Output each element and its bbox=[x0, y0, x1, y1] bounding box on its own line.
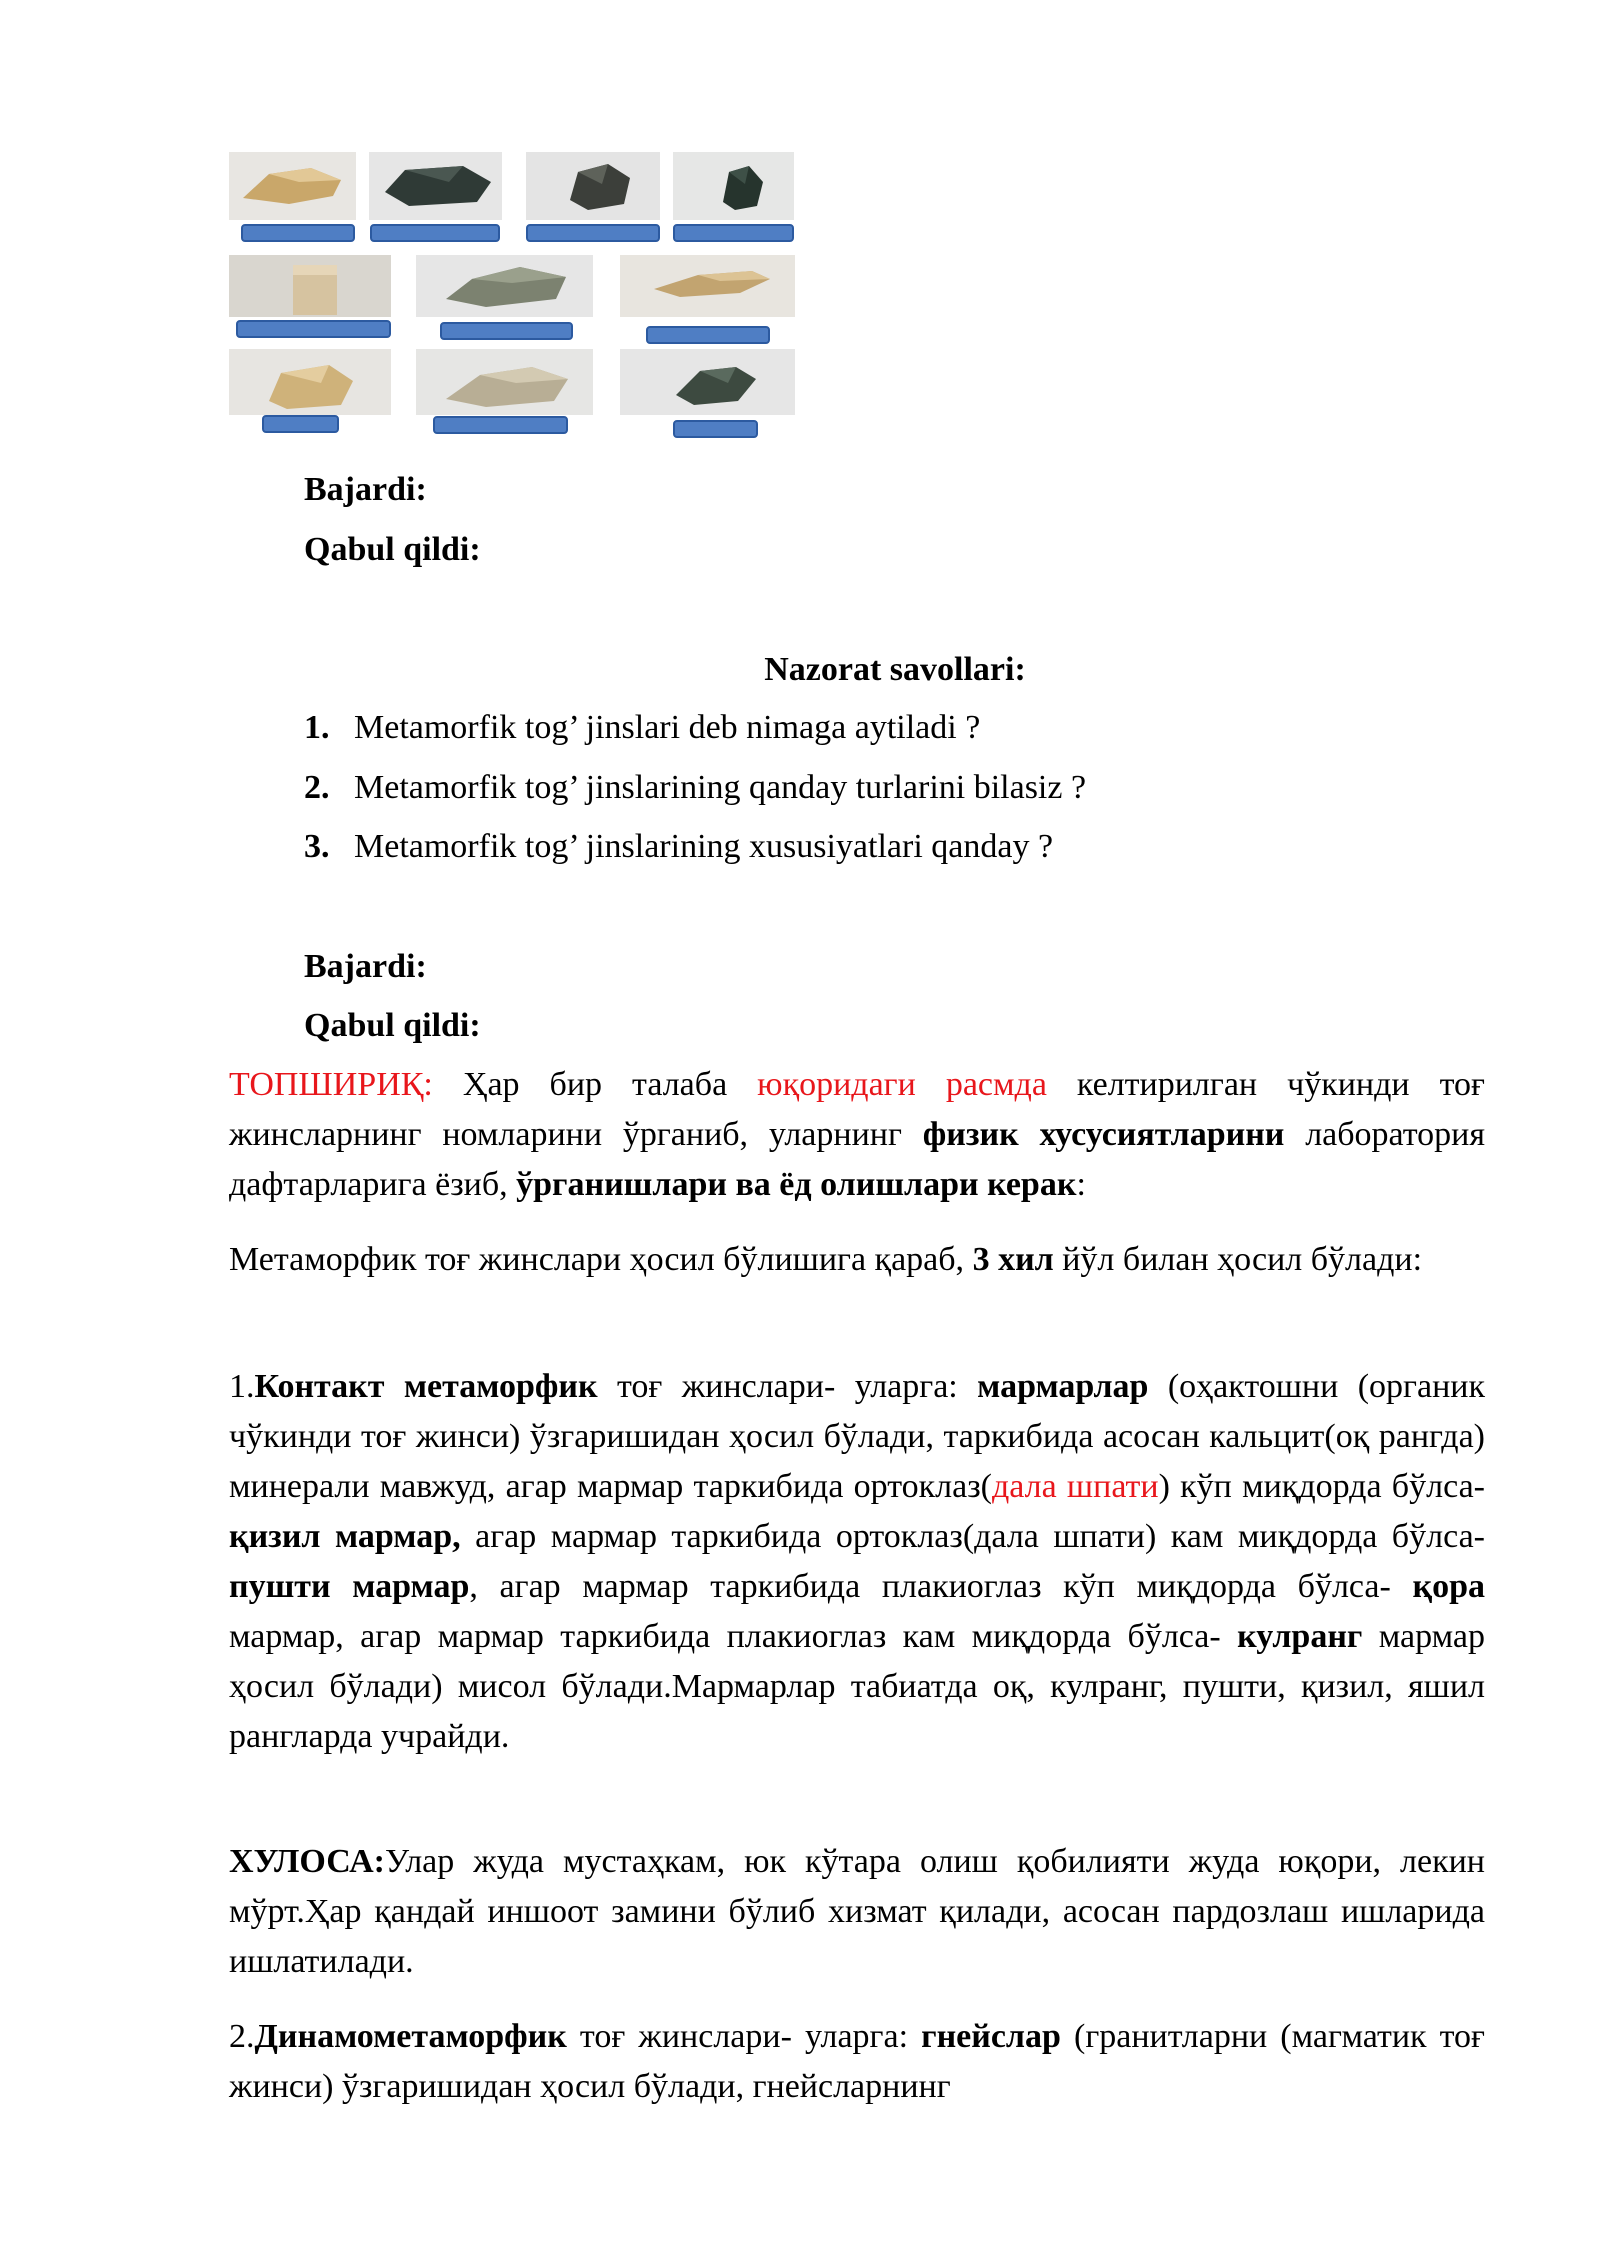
question-number: 1. bbox=[304, 709, 330, 746]
task-paragraph bbox=[229, 1060, 1485, 1210]
contact-bold: Контакт метаморфик bbox=[254, 1368, 598, 1405]
rock-label-box-8 bbox=[262, 415, 339, 433]
rock-label-box-2 bbox=[370, 224, 500, 242]
rock-label-box-5 bbox=[236, 320, 391, 338]
task-text: келтирилган чўкинди тоғ жинсларнинг номларини ўрганиб, уларнинг bbox=[229, 1066, 1485, 1153]
contact-bold: қора bbox=[1412, 1568, 1485, 1605]
intro-bold: 3 хил bbox=[972, 1241, 1054, 1278]
questions-title: Nazorat savollari: bbox=[764, 651, 1026, 688]
rock-label-box-3 bbox=[526, 224, 660, 242]
contact-text: тоғ жинслари- уларга: bbox=[597, 1368, 978, 1405]
contact-bold: пушти мармар bbox=[229, 1568, 470, 1605]
question-item-2 bbox=[304, 768, 1086, 808]
task-bold: ўрганишлари ва ёд олишлари керак bbox=[516, 1166, 1077, 1203]
contact-bold: мармарлар bbox=[977, 1368, 1149, 1405]
question-item-3 bbox=[304, 827, 1053, 867]
rock-photo-5 bbox=[229, 255, 391, 317]
conclusion-paragraph bbox=[229, 1837, 1485, 1987]
task-text: : bbox=[1076, 1166, 1086, 1203]
intro-paragraph bbox=[229, 1235, 1485, 1285]
contact-text: (оҳактошни (органик чўкинди тоғ жинси) ўзгаришидан ҳосил бўлади, таркибида асосан кальцит(оқ рангда) минерали мавжуд, агар мармар таркибида ортоклаз( bbox=[229, 1368, 1486, 1505]
intro-text: Метаморфик тоғ жинслари ҳосил бўлишига қараб, bbox=[229, 1241, 973, 1278]
dynamo-text: тоғ жинслари- уларга: bbox=[566, 2018, 922, 2055]
rock-label-box-10 bbox=[673, 420, 758, 438]
rock-photo-8 bbox=[229, 349, 391, 415]
intro-text: йўл билан ҳосил бўлади: bbox=[1053, 1241, 1423, 1278]
contact-bold: қизил мармар, bbox=[229, 1518, 461, 1555]
contact-text: , агар мармар таркибида плакиоглаз кўп миқдорда бўлса- bbox=[469, 1568, 1413, 1605]
rock-photo-2 bbox=[369, 152, 502, 220]
question-number: 3. bbox=[304, 828, 330, 865]
rock-label-box-6 bbox=[440, 322, 573, 340]
rock-photo-7 bbox=[620, 255, 795, 317]
rock-label-box-1 bbox=[241, 224, 355, 242]
rock-photo-3 bbox=[526, 152, 660, 220]
question-number: 2. bbox=[304, 769, 330, 806]
signature-accepted-2: Qabul qildi: bbox=[304, 1007, 481, 1044]
rock-photo-9 bbox=[416, 349, 593, 415]
rock-photo-10 bbox=[620, 349, 795, 415]
question-item-1 bbox=[304, 708, 980, 748]
signature-accepted-1: Qabul qildi: bbox=[304, 531, 481, 568]
signature-done-1: Bajardi: bbox=[304, 471, 427, 508]
contact-bold: кулранг bbox=[1237, 1618, 1363, 1655]
contact-paragraph bbox=[229, 1362, 1485, 1762]
task-text: Ҳар бир талаба bbox=[432, 1066, 758, 1103]
rock-photo-6 bbox=[416, 255, 593, 317]
question-text: Metamorfik tog’ jinslarining qanday turlarini bilasiz ? bbox=[354, 769, 1087, 806]
task-label: ТОПШИРИҚ: bbox=[229, 1066, 433, 1103]
section-number: 2. bbox=[229, 2018, 255, 2055]
conclusion-label: ХУЛОСА: bbox=[229, 1843, 385, 1880]
contact-text: мармар ҳосил бўлади) мисол бўлади.Мармарлар табиатда оқ, кулранг, пушти, қизил, яшил рангларда учрайди. bbox=[229, 1618, 1485, 1755]
dynamo-bold: гнейслар bbox=[921, 2018, 1061, 2055]
dynamo-paragraph bbox=[229, 2012, 1485, 2112]
section-number: 1. bbox=[229, 1368, 255, 1405]
contact-text: мармар, агар мармар таркибида плакиоглаз кам миқдорда бўлса- bbox=[229, 1618, 1238, 1655]
rock-label-box-4 bbox=[673, 224, 794, 242]
dynamo-bold: Динамометаморфик bbox=[254, 2018, 567, 2055]
question-text: Metamorfik tog’ jinslarining xususiyatlari qanday ? bbox=[354, 828, 1054, 865]
contact-text: агар мармар таркибида ортоклаз(дала шпати) кам миқдорда бўлса- bbox=[460, 1518, 1485, 1555]
task-text: лаборатория дафтарларига ёзиб, bbox=[229, 1116, 1485, 1203]
rock-label-box-7 bbox=[646, 326, 770, 344]
task-bold: физик хусусиятларини bbox=[922, 1116, 1285, 1153]
rock-photo-1 bbox=[229, 152, 356, 220]
task-highlight: юқоридаги расмда bbox=[757, 1066, 1047, 1103]
contact-highlight: дала шпати bbox=[991, 1468, 1159, 1505]
conclusion-text: Улар жуда мустаҳкам, юк кўтара олиш қобилияти жуда юқори, лекин мўрт.Ҳар қандай иншоот замини бўлиб хизмат қилади, асосан пардозлаш ишларида ишлатилади. bbox=[229, 1843, 1485, 1980]
dynamo-text: (гранитларни (магматик тоғ жинси) ўзгаришидан ҳосил бўлади, гнейсларнинг bbox=[229, 2018, 1486, 2105]
rock-photo-4 bbox=[673, 152, 794, 220]
contact-text: ) кўп миқдорда бўлса- bbox=[1158, 1468, 1485, 1505]
signature-done-2: Bajardi: bbox=[304, 948, 427, 985]
question-text: Metamorfik tog’ jinslari deb nimaga aytiladi ? bbox=[354, 709, 981, 746]
rock-label-box-9 bbox=[433, 416, 568, 434]
